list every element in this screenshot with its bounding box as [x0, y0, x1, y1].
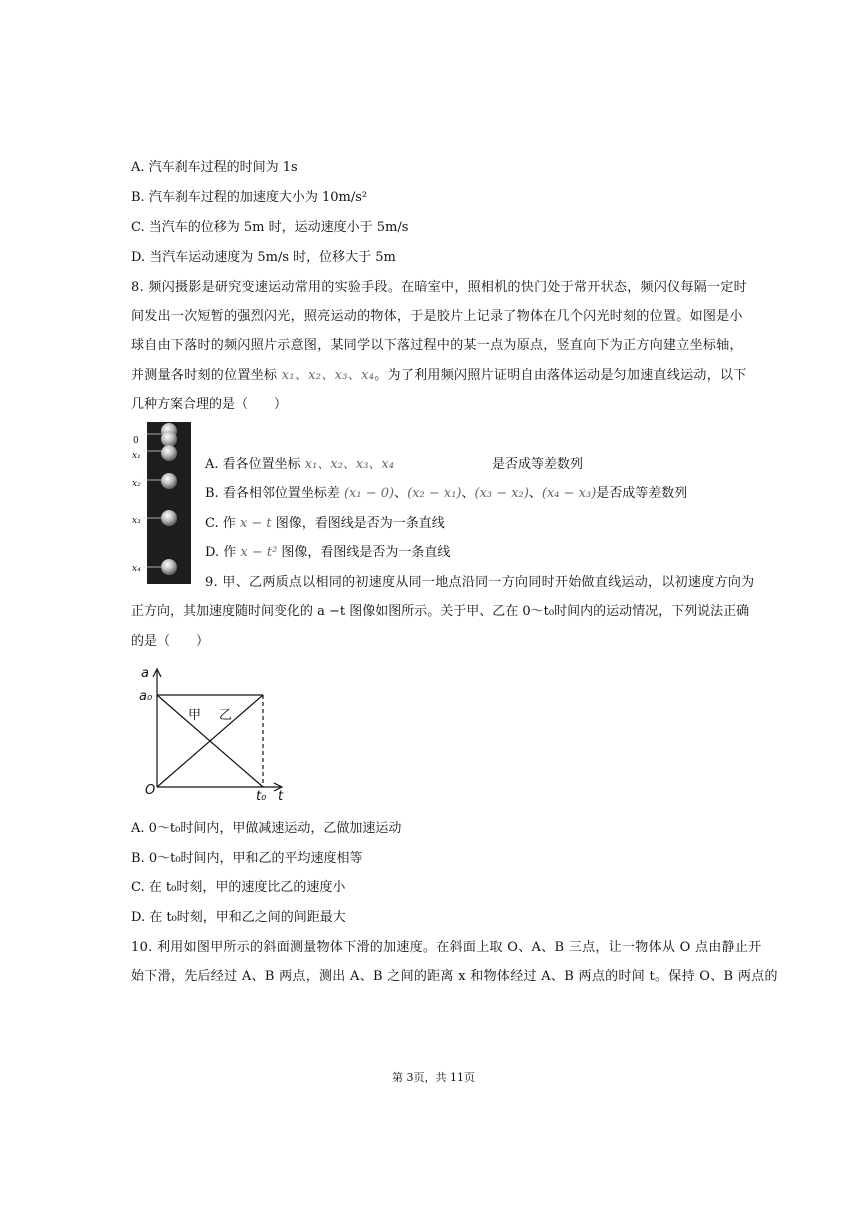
q8-stem-line3: 球自由下落时的频闪照片示意图，某同学以下落过程中的某一点为原点，竖直向下为正方向建立坐标轴， [131, 338, 743, 353]
label-yi: 乙 [219, 708, 233, 723]
q9-option-a: A. 0～t₀时间内，甲做减速运动，乙做加速运动 [131, 821, 402, 836]
a-t-graph [131, 663, 291, 803]
q9-stem-line2: 正方向，其加速度随时间变化的 a −t 图像如图所示。关于甲、乙在 0～t₀时间内的运动情况，下列说法正确 [131, 604, 750, 619]
label-x4: x₄ [132, 564, 141, 574]
q8-option-b-text: B. 看各相邻位置坐标差 [205, 486, 344, 501]
q8-option-b-tail: 是否成等差数列 [596, 486, 688, 501]
strobe-photo-figure [131, 422, 193, 584]
q8-option-b-diff1: (x₁ − 0) [343, 486, 395, 501]
q8-option-b-sep3: 、 [528, 486, 542, 501]
label-x2: x₂ [132, 479, 141, 489]
q8-option-c-tail: 图像，看图线是否为一条直线 [271, 516, 445, 531]
label-0: 0 [133, 436, 139, 446]
a-axis-label: a [141, 666, 149, 681]
q8-option-c [205, 516, 445, 532]
q8-stem-line4 [131, 368, 747, 384]
t0-tick-label: t₀ [256, 789, 267, 803]
q7-option-a: A. 汽车刹车过程的时间为 1s [131, 160, 298, 175]
origin-label: O [145, 783, 156, 798]
ball-x3 [161, 510, 177, 526]
q9-option-b: B. 0～t₀时间内，甲和乙的平均速度相等 [131, 851, 363, 866]
q8-stem-line4-tail: 。为了利用频闪照片证明自由落体运动是匀加速直线运动，以下 [374, 368, 747, 383]
q8-option-d-text: D. 作 [205, 545, 241, 560]
q7-option-c: C. 当汽车的位移为 5m 时，运动速度小于 5m/s [131, 220, 409, 235]
q8-option-d-math: x − t² [240, 545, 278, 560]
ball-x1 [161, 445, 177, 461]
ball-x4 [161, 559, 177, 575]
q8-option-a [205, 457, 583, 473]
q8-option-d-tail: 图像，看图线是否为一条直线 [277, 545, 451, 560]
a0-tick-label: a₀ [139, 689, 153, 704]
q7-option-d: D. 当汽车运动速度为 5m/s 时，位移大于 5m [131, 250, 396, 265]
label-x3: x₃ [132, 516, 141, 526]
t-axis-label: t [278, 789, 284, 803]
q9-stem-line1: 9. 甲、乙两质点以相同的初速度从同一地点沿同一方向同时开始做直线运动，以初速度方向为 [205, 575, 755, 590]
q8-option-a-coords: x₁、x₂、x₃、x₄ [304, 457, 394, 472]
q8-stem-line2: 间发出一次短暂的强烈闪光，照亮运动的物体，于是胶片上记录了物体在几个闪光时刻的位置。如图是小 [131, 309, 743, 324]
q8-option-b-diff3: (x₃ − x₂) [474, 486, 529, 501]
q7-option-b: B. 汽车刹车过程的加速度大小为 10m/s² [131, 190, 368, 205]
q8-option-a-tail: 是否成等差数列 [491, 457, 583, 472]
q9-option-d: D. 在 t₀时刻，甲和乙之间的间距最大 [131, 910, 346, 925]
q8-option-c-text: C. 作 [205, 516, 240, 531]
q8-option-b-sep2: 、 [461, 486, 475, 501]
q8-option-c-math: x − t [239, 516, 272, 531]
q8-stem-line5: 几种方案合理的是（ ） [131, 397, 288, 412]
q8-option-b [205, 486, 687, 502]
q8-option-b-diff2: (x₂ − x₁) [407, 486, 462, 501]
q9-option-c: C. 在 t₀时刻，甲的速度比乙的速度小 [131, 880, 346, 895]
q8-stem-line1: 8. 频闪摄影是研究变速运动常用的实验手段。在暗室中，照相机的快门处于常开状态，频闪仪每隔一定时 [131, 280, 747, 295]
ball-x2 [161, 473, 177, 489]
q8-option-d [205, 545, 450, 561]
q10-stem-line1: 10. 利用如图甲所示的斜面测量物体下滑的加速度。在斜面上取 O、A、B 三点，让一物体从 O 点由静止开 [131, 940, 762, 955]
q8-option-b-sep1: 、 [394, 486, 408, 501]
label-x1: x₁ [132, 451, 141, 461]
q9-stem-line3: 的是（ ） [131, 634, 210, 649]
q8-stem-coords: x₁、x₂、x₃、x₄ [281, 368, 375, 383]
q8-option-a-text: A. 看各位置坐标 [205, 457, 305, 472]
label-jia: 甲 [188, 708, 202, 723]
page-footer: 第 3页，共 11页 [392, 1071, 475, 1084]
q8-stem-line4-text: 并测量各时刻的位置坐标 [131, 368, 282, 383]
ball-0b [161, 431, 177, 447]
q8-option-b-diff4: (x₄ − x₃) [541, 486, 597, 501]
q10-stem-line2: 始下滑，先后经过 A、B 两点，测出 A、B 之间的距离 x 和物体经过 A、B 两点的时间 t。保持 O、B 两点的 [131, 969, 778, 984]
